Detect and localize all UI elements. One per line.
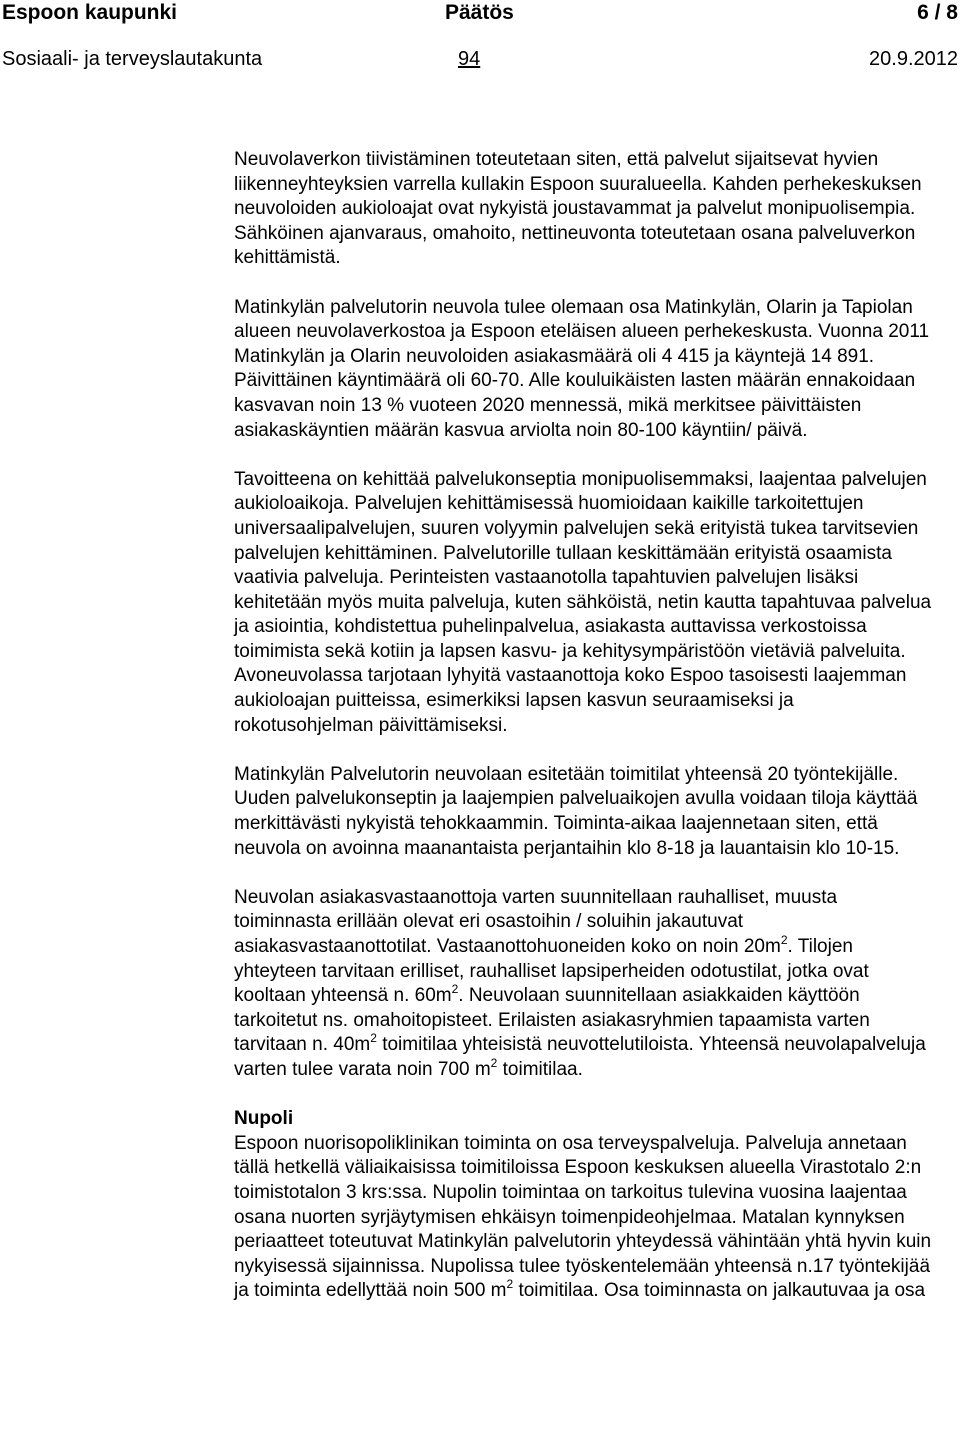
header-row-bottom — [2, 46, 958, 76]
superscript: 2 — [490, 1055, 498, 1070]
document-header — [0, 0, 960, 80]
text-segment: . Tilojen yhteyteen tarvitaan erilliset, rauhalliset lapsiperheiden odotustilat, jotka ovat kooltaan yhteensä n. 60m — [234, 936, 869, 1007]
paragraph-facilities-staff: Matinkylän Palvelutorin neuvolaan esitetään toimitilat yhteensä 20 työntekijälle. Uuden palvelukonseptin ja laajempien palveluaikojen avulla voidaan tiloja käyttää merkittävästi nykyistä tehokkaammin. Toiminta-aikaa laajennetaan siten, että neuvola on avoinna maanantaista perjantaihin klo 8-18 ja lauantaisin klo 10-15. — [234, 763, 918, 859]
paragraph-matinkyla-clinic: Matinkylän palvelutorin neuvola tulee olemaan osa Matinkylän, Olarin ja Tapiolan alueen neuvolaverkostoa ja Espoon eteläisen alueen perhekeskusta. Vuonna 2011 Matinkylän ja Olarin neuvoloiden asiakasmäärä oli 4 415 ja käyntejä 14 891. Päivittäinen käyntimäärä oli 60-70. Alle kouluikäisten lasten määrän ennakoidaan kasvavan noin 13 % vuoteen 2020 mennessä, mikä merkitsee päivittäisten asiakaskäyntien määrän kasvua arviolta noin 80-100 käyntiin/ päivä. — [234, 296, 930, 441]
document-type: Päätös — [445, 1, 514, 24]
paragraph-nupoli — [234, 1132, 934, 1304]
document-body — [234, 148, 934, 1304]
superscript: 2 — [370, 1031, 377, 1046]
meeting-date: 20.9.2012 — [869, 48, 958, 70]
superscript: 2 — [780, 932, 788, 947]
header-row-top — [2, 0, 958, 30]
text-segment: toimitilaa. Osa toiminnasta on jalkautuvaa ja osa — [513, 1280, 926, 1302]
text-segment: . Neuvolaan suunnitellaan asiakkaiden käyttöön tarkoitetut ns. omahoitopisteet. Erilaisten asiakasryhmien tapaamista varten tarvitaan n. 40m — [234, 985, 870, 1056]
item-number: 94 — [458, 48, 481, 70]
text-segment: toimitilaa yhteisistä neuvottelutiloista. Yhteensä neuvolapalveluja varten tulee varata noin 700 m — [234, 1034, 926, 1080]
section-heading-nupoli: Nupoli — [234, 1108, 294, 1130]
superscript: 2 — [451, 981, 459, 996]
page-number: 6 / 8 — [917, 1, 958, 24]
paragraph-network: Neuvolaverkon tiivistäminen toteutetaan siten, että palvelut sijaitsevat hyvien liikenneyhteyksien varrella kullakin Espoon suuralueella. Kahden perhekeskuksen neuvoloiden aukioloajat ovat nykyistä joustavammat ja palvelut monipuolisempia. Sähköinen ajanvaraus, omahoito, nettineuvonta toteutetaan osana palveluverkon kehittämistä. — [234, 149, 922, 269]
board-name: Sosiaali- ja terveyslautakunta — [2, 48, 263, 70]
superscript: 2 — [506, 1276, 514, 1291]
text-segment: Neuvolan asiakasvastaanottoja varten suunnitellaan rauhalliset, muusta toiminnasta erillään olevat eri osastoihin / soluihin jakautuvat asiakasvastaanottotilat. Vastaanottohuoneiden koko on noin 20m — [234, 886, 838, 957]
city-name: Espoon kaupunki — [2, 1, 178, 24]
paragraph-service-concept: Tavoitteena on kehittää palvelukonseptia monipuolisemmaksi, laajentaa palvelujen aukioloaikoja. Palvelujen kehittämisessä huomioidaan kaikille tarkoitettujen universaalipalvelujen, suuren volyymin palvelujen sekä erityistä tukea tarvitsevien palvelujen kehittäminen. Palvelutorille tullaan keskittämään erityistä osaamista vaativia palveluja. Perinteisten vastaanotolla tapahtuvien palvelujen lisäksi kehitetään myös muita palveluja, kuten sähköistä, netin kautta tapahtuvaa palvelua ja asiointia, kohdistettua puhelinpalvelua, asiakasta auttavissa verkostoissa toimimista sekä kotiin ja lapsen kasvu- ja kehitysympäristöön vietäviä palveluita. Avoneuvolassa tarjotaan lyhyitä vastaanottoja koko Espoo tasoisesti laajemman aukioloajan puitteissa, esimerkiksi lapsen kasvun seuraamiseksi ja rokotusohjelman päivittämiseksi. — [234, 468, 932, 736]
text-segment: Espoon nuorisopoliklinikan toiminta on osa terveyspalveluja. Palveluja annetaan tällä hetkellä väliaikaisissa toimitiloissa Espoon keskuksen alueella Virastotalo 2:n toimistotalon 3 krs:ssa. Nupolin toimintaa on tarkoitus tulevina vuosina laajentaa osana nuorten syrjäytymisen ehkäisyn toimenpideohjelmaa. Matalan kynnyksen periaatteet toteutuvat Matinkylän palvelutorin yhteydessä vähintään yhtä hyvin kuin nykyisessä sijainnissa. Nupolissa tulee työskentelemään yhteensä n.17 työntekijää ja toiminta edellyttää noin 500 m — [234, 1132, 932, 1302]
text-segment: toimitilaa. — [497, 1058, 583, 1080]
paragraph-reception-spaces — [234, 886, 934, 1083]
